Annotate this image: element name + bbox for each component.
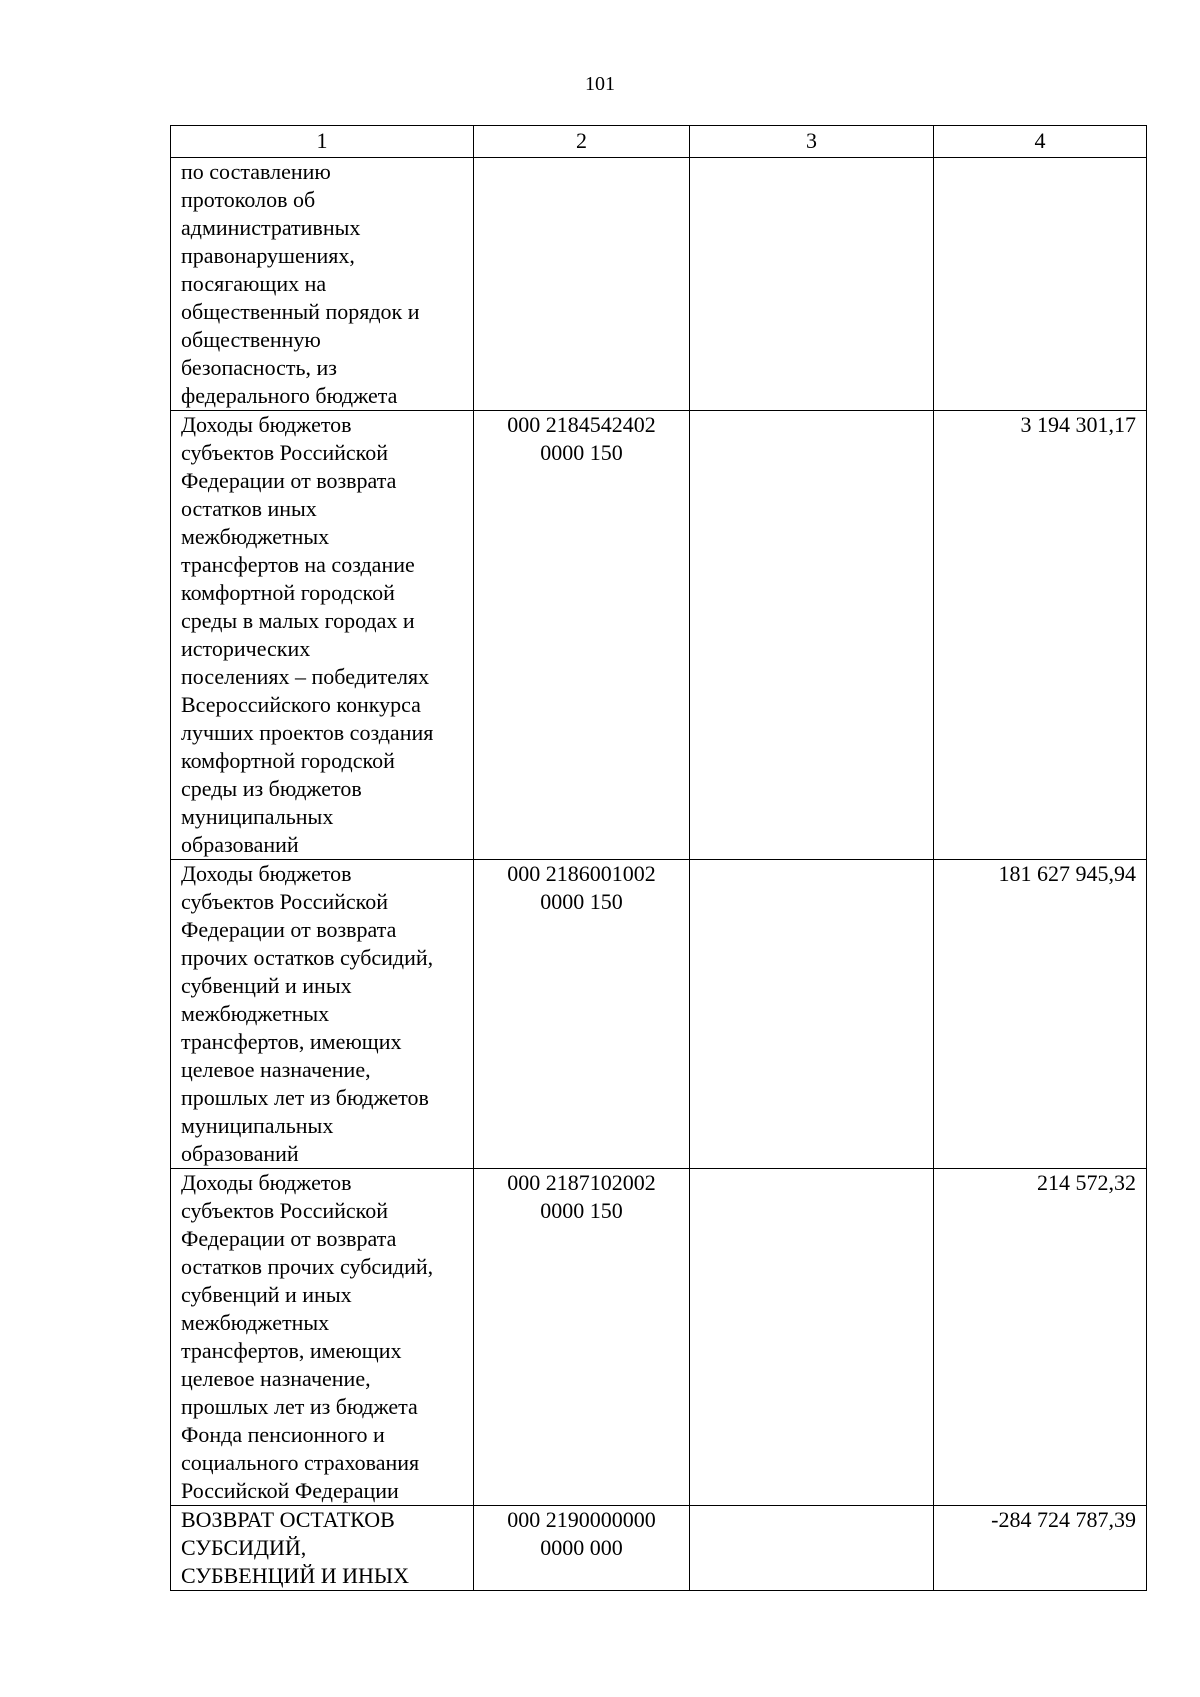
row-col3 bbox=[690, 158, 934, 411]
row-description: ВОЗВРАТ ОСТАТКОВ СУБСИДИЙ, СУБВЕНЦИЙ И ИНЫХ bbox=[171, 1506, 474, 1591]
table-header bbox=[171, 126, 1147, 158]
table-row bbox=[171, 1506, 1147, 1591]
row-col3 bbox=[690, 1506, 934, 1591]
row-col3 bbox=[690, 1169, 934, 1506]
page-number: 101 bbox=[585, 73, 615, 95]
header-row bbox=[171, 126, 1147, 158]
table-body bbox=[171, 158, 1147, 1591]
table-row bbox=[171, 860, 1147, 1169]
header-col-2: 2 bbox=[474, 126, 690, 158]
budget-table bbox=[170, 125, 1147, 1591]
row-description: Доходы бюджетов субъектов Российской Федерации от возврата остатков иных межбюджетных трансфертов на создание комфортной городской среды в малых городах и исторических поселениях – победителях Всероссийского конкурса лучших проектов создания комфортной городской среды из бюджетов муниципальных образований bbox=[171, 411, 474, 860]
row-description: Доходы бюджетов субъектов Российской Федерации от возврата прочих остатков субсидий, субвенций и иных межбюджетных трансфертов, имеющих целевое назначение, прошлых лет из бюджетов муниципальных образований bbox=[171, 860, 474, 1169]
header-col-1: 1 bbox=[171, 126, 474, 158]
row-code bbox=[474, 158, 690, 411]
row-description: Доходы бюджетов субъектов Российской Федерации от возврата остатков прочих субсидий, субвенций и иных межбюджетных трансфертов, имеющих целевое назначение, прошлых лет из бюджета Фонда пенсионного и социального страхования Российской Федерации bbox=[171, 1169, 474, 1506]
row-code: 000 2190000000 0000 000 bbox=[474, 1506, 690, 1591]
table-row bbox=[171, 1169, 1147, 1506]
row-code: 000 2184542402 0000 150 bbox=[474, 411, 690, 860]
table-row bbox=[171, 411, 1147, 860]
table-row bbox=[171, 158, 1147, 411]
row-description: по составлению протоколов об административных правонарушениях, посягающих на общественный порядок и общественную безопасность, из федерального бюджета bbox=[171, 158, 474, 411]
row-code: 000 2187102002 0000 150 bbox=[474, 1169, 690, 1506]
row-amount: 3 194 301,17 bbox=[934, 411, 1147, 860]
row-amount bbox=[934, 158, 1147, 411]
row-amount: 181 627 945,94 bbox=[934, 860, 1147, 1169]
row-code: 000 2186001002 0000 150 bbox=[474, 860, 690, 1169]
header-col-3: 3 bbox=[690, 126, 934, 158]
row-col3 bbox=[690, 411, 934, 860]
row-amount: 214 572,32 bbox=[934, 1169, 1147, 1506]
header-col-4: 4 bbox=[934, 126, 1147, 158]
row-col3 bbox=[690, 860, 934, 1169]
row-amount: -284 724 787,39 bbox=[934, 1506, 1147, 1591]
